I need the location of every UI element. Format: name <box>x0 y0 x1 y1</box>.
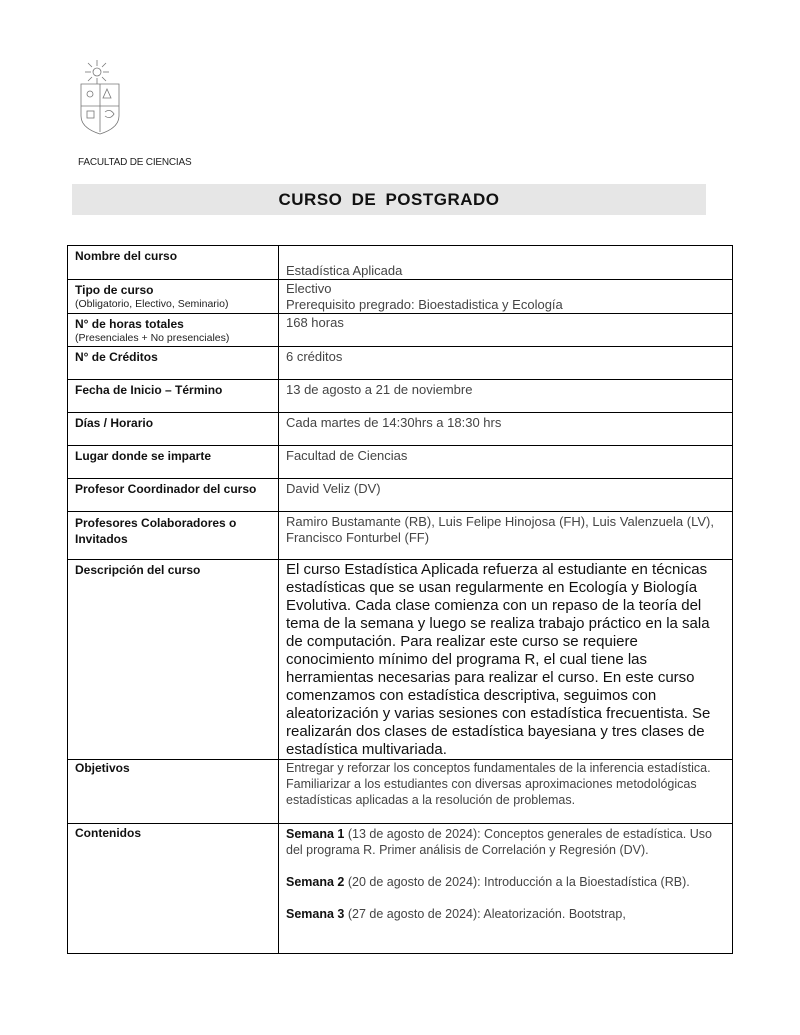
dates-value: 13 de agosto a 21 de noviembre <box>286 382 473 397</box>
course-info-table <box>67 245 733 954</box>
row-label: N° de horas totales <box>75 317 184 331</box>
table-row <box>68 413 733 446</box>
table-row <box>68 380 733 413</box>
prerequisite-value: Prerequisito pregrado: Bioestadistica y Ecología <box>286 297 563 312</box>
faculty-name: FACULTAD DE CIENCIAS <box>78 157 192 168</box>
page-title: CURSO DE POSTGRADO <box>72 184 706 215</box>
table-row <box>68 479 733 512</box>
week-item <box>286 906 726 922</box>
coordinator-value: David Veliz (DV) <box>286 481 381 496</box>
table-row <box>68 446 733 479</box>
location-value: Facultad de Ciencias <box>286 448 408 463</box>
week-text: (27 de agosto de 2024): Aleatorización. Bootstrap, <box>344 907 626 921</box>
course-type-value: Electivo <box>286 281 332 296</box>
row-label: Lugar donde se imparte <box>75 449 212 463</box>
credits-value: 6 créditos <box>286 349 343 364</box>
row-label: N° de Créditos <box>75 350 158 364</box>
hours-value: 168 horas <box>286 315 344 330</box>
row-label: Descripción del curso <box>75 563 201 577</box>
row-sublabel: (Obligatorio, Electivo, Seminario) <box>75 298 229 310</box>
week-item <box>286 826 726 858</box>
row-label: Días / Horario <box>75 416 154 430</box>
table-row <box>68 347 733 380</box>
row-label: Fecha de Inicio – Término <box>75 383 223 397</box>
table-row <box>68 760 733 824</box>
week-text: (20 de agosto de 2024): Introducción a la Bioestadística (RB). <box>344 875 690 889</box>
course-name-value: Estadística Aplicada <box>286 263 403 278</box>
contents-list <box>286 824 726 922</box>
week-title: Semana 2 <box>286 875 345 889</box>
objectives-value: Entregar y reforzar los conceptos fundamentales de la inferencia estadística. Familiarizar a los estudiantes con diversas aproximaciones metodológicas estadísticas aplicadas a la resolución de problemas. <box>286 761 711 807</box>
week-title: Semana 1 <box>286 827 345 841</box>
week-title: Semana 3 <box>286 907 345 921</box>
table-row <box>68 314 733 347</box>
university-seal-logo <box>78 58 122 136</box>
table-row <box>68 512 733 560</box>
row-label: Profesor Coordinador del curso <box>75 482 257 496</box>
table-row <box>68 280 733 314</box>
table-row <box>68 246 733 280</box>
row-label: Tipo de curso <box>75 283 154 297</box>
row-label: Profesores Colaboradores o Invitados <box>75 516 237 546</box>
row-label: Objetivos <box>75 761 130 775</box>
description-value: El curso Estadística Aplicada refuerza al estudiante en técnicas estadísticas que se usan regularmente en Ecología y Biología Evolutiva. Cada clase comienza con un repaso de la teoría del tema de la semana y luego se realiza trabajo práctico en la sala de computación. Para realizar este curso se requiere conocimiento mínimo del programa R, el cual tiene las herramientas necesarias para realizar el curso. En este curso comenzamos con estadística descriptiva, seguimos con aleatorización y varias sesiones con estadística frecuentista. Se realizarán dos clases de estadística bayesiana y tres clases de estadística multivariada. <box>286 561 711 758</box>
table-row <box>68 560 733 760</box>
row-label: Nombre del curso <box>75 249 178 263</box>
row-sublabel: (Presenciales + No presenciales) <box>75 332 230 344</box>
table-row <box>68 824 733 954</box>
schedule-value: Cada martes de 14:30hrs a 18:30 hrs <box>286 415 502 430</box>
row-label: Contenidos <box>75 826 141 840</box>
week-text: (13 de agosto de 2024): Conceptos generales de estadística. Uso del programa R. Primer análisis de Correlación y Regresión (DV). <box>286 827 712 857</box>
collaborators-value: Ramiro Bustamante (RB), Luis Felipe Hinojosa (FH), Luis Valenzuela (LV), Francisco Fonturbel (FF) <box>286 514 714 545</box>
week-item <box>286 874 726 890</box>
